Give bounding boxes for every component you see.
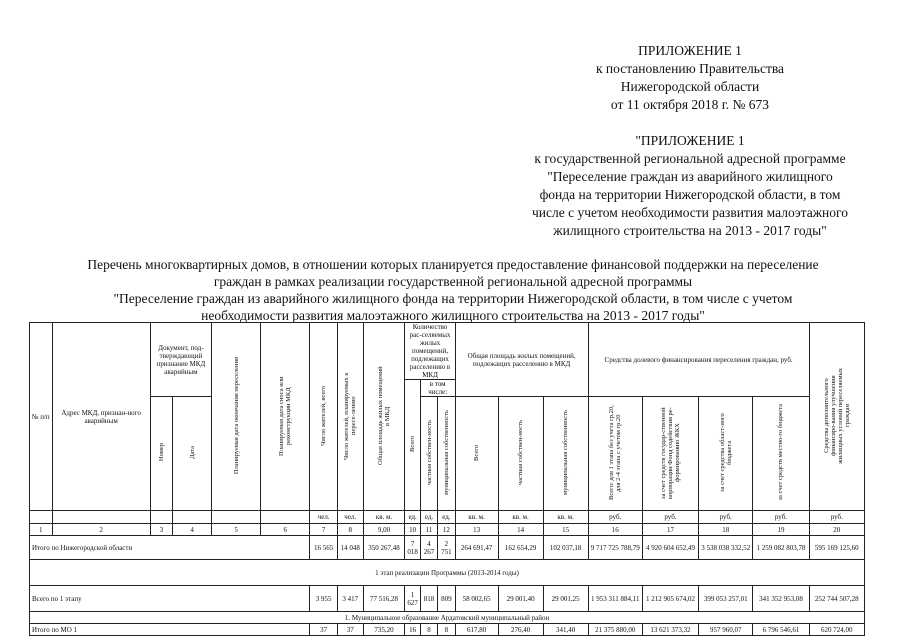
col-area-total-text: Всего (473, 444, 481, 461)
program-appendix-line: "ПРИЛОЖЕНИЕ 1 (635, 133, 745, 148)
col-additional-funds-header (809, 323, 864, 511)
appendix-line: ПРИЛОЖЕНИЕ 1 (638, 43, 742, 58)
column-number: 12 (438, 524, 455, 536)
col-total-area-header (363, 323, 405, 511)
total-stage-value: 29 001,40 (498, 586, 543, 612)
total-region-value: 162 654,29 (498, 536, 543, 560)
units-row (30, 511, 865, 524)
col-rooms-incl-header: в том числе: (420, 380, 455, 397)
total-stage-value: 1 627 (405, 586, 420, 612)
total-stage-label: Всего по 1 этапу (30, 586, 310, 612)
col-area-private-header (498, 397, 543, 511)
col-area-municipal-header (543, 397, 588, 511)
column-number: 11 (420, 524, 437, 536)
col-document-header: Документ, под-тверждающий признание МКД аварийным (150, 323, 211, 397)
unit-cell: чел. (310, 511, 338, 524)
column-number: 3 (150, 524, 173, 536)
column-number: 16 (588, 524, 642, 536)
unit-cell (261, 511, 310, 524)
col-doc-number-header (150, 397, 173, 511)
unit-cell: руб. (642, 511, 698, 524)
total-stage-value: 77 516,28 (363, 586, 405, 612)
column-number: 20 (809, 524, 864, 536)
unit-cell: руб. (699, 511, 753, 524)
unit-cell (52, 511, 150, 524)
unit-cell: чел. (337, 511, 363, 524)
total-mo-value: 617,80 (455, 624, 498, 636)
col-funds-group-header: Средства долевого финансирования переселения граждан, руб. (588, 323, 809, 397)
unit-cell (173, 511, 212, 524)
column-number: 10 (405, 524, 420, 536)
col-rooms-private-text: частная собствен-ность (425, 419, 433, 486)
col-funds-total-text: Всего: для 1 этапа без учета гр.20, для 2-4 этапа с учетом гр.20 (608, 405, 623, 500)
total-stage-value: 399 053 257,01 (699, 586, 753, 612)
column-number: 5 (212, 524, 261, 536)
total-mo-row (30, 624, 865, 636)
col-residents-planned-header (337, 323, 363, 511)
column-number: 4 (173, 524, 212, 536)
municipality-row (30, 612, 865, 624)
col-planned-demolition-header (261, 323, 310, 511)
total-mo-value: 37 (310, 624, 338, 636)
list-title-line: граждан в рамках реализации государственной региональной адресной программы (213, 274, 693, 289)
col-funds-regional-text: за счет средства област-ного бюджета (718, 413, 733, 492)
total-region-value: 2 751 (438, 536, 455, 560)
col-residents-header (310, 323, 338, 511)
col-doc-number-text: Номер (157, 443, 165, 462)
col-doc-date-text: Дата (188, 446, 196, 459)
total-region-value: 14 048 (337, 536, 363, 560)
total-region-value: 1 259 082 803,78 (753, 536, 809, 560)
col-rooms-municipal-text: муниципальная собственность (442, 409, 450, 496)
col-rooms-total-text: Всего (409, 436, 417, 452)
total-mo-value: 341,40 (543, 624, 588, 636)
unit-cell: ед. (438, 511, 455, 524)
col-rooms-total-header (405, 380, 420, 511)
unit-cell (150, 511, 173, 524)
unit-cell: руб. (809, 511, 864, 524)
column-number: 19 (753, 524, 809, 536)
total-region-value: 4 920 604 652,49 (642, 536, 698, 560)
col-funds-local-text: за счет средств местно-го бюджета (777, 404, 785, 501)
col-residents-planned-text: Число жителей, планируемых к пересе-лению (343, 371, 358, 460)
column-number: 8 (337, 524, 363, 536)
column-number: 14 (498, 524, 543, 536)
column-number: 9,00 (363, 524, 405, 536)
unit-cell (212, 511, 261, 524)
total-region-value: 102 037,18 (543, 536, 588, 560)
total-stage-value: 818 (420, 586, 437, 612)
col-area-total-header (455, 397, 498, 511)
stage-row (30, 560, 865, 586)
column-number: 13 (455, 524, 498, 536)
list-title-line: "Переселение граждан из аварийного жилищного фонда на территории Нижегородской области, в том числе с учетом (113, 291, 793, 306)
column-number: 7 (310, 524, 338, 536)
col-planned-resettlement-header (212, 323, 261, 511)
col-num-header: № п/п (30, 323, 53, 511)
total-mo-label: Итого по МО 1 (30, 624, 310, 636)
program-appendix-line: "Переселение граждан из аварийного жилищного (547, 169, 833, 184)
total-region-value: 4 267 (420, 536, 437, 560)
municipality-label: 1. Муниципальное образование Ардатовский муниципальный район (30, 612, 865, 624)
unit-cell: ед. (405, 511, 420, 524)
total-region-value: 3 538 038 332,52 (699, 536, 753, 560)
unit-cell: ед. (420, 511, 437, 524)
col-additional-funds-text: Средства дополнительного финансиро-вания улучшения жилищных условий переселяемых граждан (822, 367, 851, 464)
col-residents-text: Число жителей, всего (320, 385, 328, 446)
col-address-header: Адрес МКД, признан-ного аварийным (52, 323, 150, 511)
program-appendix-line: к государственной региональной адресной программе (534, 151, 846, 166)
total-stage-value: 809 (438, 586, 455, 612)
unit-cell (30, 511, 53, 524)
program-appendix-header (490, 132, 890, 240)
total-stage-value: 1 212 905 674,02 (642, 586, 698, 612)
col-area-group-header: Общая площадь жилых помещений, подлежащих расселению в МКД (455, 323, 588, 397)
appendix-line: Нижегородской области (620, 79, 760, 94)
list-title-line: необходимости развития малоэтажного жилищного строительства на 2013 - 2017 годы" (201, 308, 705, 323)
unit-cell: руб. (753, 511, 809, 524)
col-rooms-private-header (420, 397, 437, 511)
column-number: 6 (261, 524, 310, 536)
column-number: 1 (30, 524, 53, 536)
total-stage-value: 3 955 (310, 586, 338, 612)
total-mo-value: 735,20 (363, 624, 405, 636)
col-total-area-text: Общая площадь жилых помещений в МКД (377, 366, 391, 465)
col-doc-date-header (173, 397, 212, 511)
list-title-line: Перечень многоквартирных домов, в отношении которых планируется предоставление финансовой поддержки на переселение (87, 257, 819, 272)
total-region-value: 595 169 125,60 (809, 536, 864, 560)
total-mo-value: 6 796 546,61 (753, 624, 809, 636)
total-mo-value: 957 960,07 (699, 624, 753, 636)
col-funds-fund-header (642, 397, 698, 511)
column-number: 15 (543, 524, 588, 536)
appendix-header (540, 42, 840, 114)
col-rooms-municipal-header (438, 397, 455, 511)
total-stage-value: 341 352 953,08 (753, 586, 809, 612)
col-area-municipal-text: муниципальная собственность (562, 409, 570, 496)
col-area-private-text: частная собствен-ность (517, 419, 525, 486)
total-region-value: 7 018 (405, 536, 420, 560)
total-mo-value: 620 724,00 (809, 624, 864, 636)
stage-label: 1 этап реализации Программы (2013-2014 годы) (30, 560, 865, 586)
list-title (8, 256, 898, 324)
total-region-value: 350 267,48 (363, 536, 405, 560)
col-rooms-group-header: Количество рас-селяемых жилых помещений, подлежащих расселению в МКД (405, 323, 455, 380)
total-mo-value: 13 621 373,32 (642, 624, 698, 636)
total-mo-value: 276,40 (498, 624, 543, 636)
total-region-label: Итого по Нижегородской области (30, 536, 310, 560)
total-region-value: 9 717 725 788,79 (588, 536, 642, 560)
program-appendix-line: жилищного строительства на 2013 - 2017 годы" (553, 223, 827, 238)
column-number: 18 (699, 524, 753, 536)
program-appendix-line: числе с учетом необходимости развития малоэтажного (532, 205, 848, 220)
col-funds-regional-header (699, 397, 753, 511)
total-stage-value: 1 953 311 884,11 (588, 586, 642, 612)
unit-cell: кв. м. (543, 511, 588, 524)
total-stage-value: 252 744 507,28 (809, 586, 864, 612)
col-planned-demolition-text: Планируемая дата сноса или реконструкции МКД (278, 375, 293, 456)
column-number: 2 (52, 524, 150, 536)
unit-cell: кв. м. (363, 511, 405, 524)
total-region-value: 16 565 (310, 536, 338, 560)
total-stage-value: 3 417 (337, 586, 363, 612)
total-stage-row (30, 586, 865, 612)
total-mo-value: 21 375 880,00 (588, 624, 642, 636)
program-appendix-line: фонда на территории Нижегородской области, в том (539, 187, 841, 202)
col-funds-local-header (753, 397, 809, 511)
col-funds-fund-text: за счет средств государ-ственной корпорации Фонд содействия ре-формированию ЖКХ (659, 406, 681, 499)
unit-cell: кв. м. (498, 511, 543, 524)
total-mo-value: 8 (438, 624, 455, 636)
total-mo-value: 8 (420, 624, 437, 636)
col-planned-resettlement-text: Планируемая дата окончания переселения (232, 356, 240, 475)
appendix-line: к постановлению Правительства (595, 61, 785, 76)
column-number: 17 (642, 524, 698, 536)
total-stage-value: 58 002,65 (455, 586, 498, 612)
col-funds-total-header (588, 397, 642, 511)
total-region-value: 264 691,47 (455, 536, 498, 560)
unit-cell: руб. (588, 511, 642, 524)
appendix-line: от 11 октября 2018 г. № 673 (610, 97, 770, 112)
total-region-row (30, 536, 865, 560)
total-mo-value: 37 (337, 624, 363, 636)
total-stage-value: 29 001,25 (543, 586, 588, 612)
unit-cell: кв. м. (455, 511, 498, 524)
total-mo-value: 16 (405, 624, 420, 636)
houses-table (29, 322, 865, 636)
column-numbers-row (30, 524, 865, 536)
